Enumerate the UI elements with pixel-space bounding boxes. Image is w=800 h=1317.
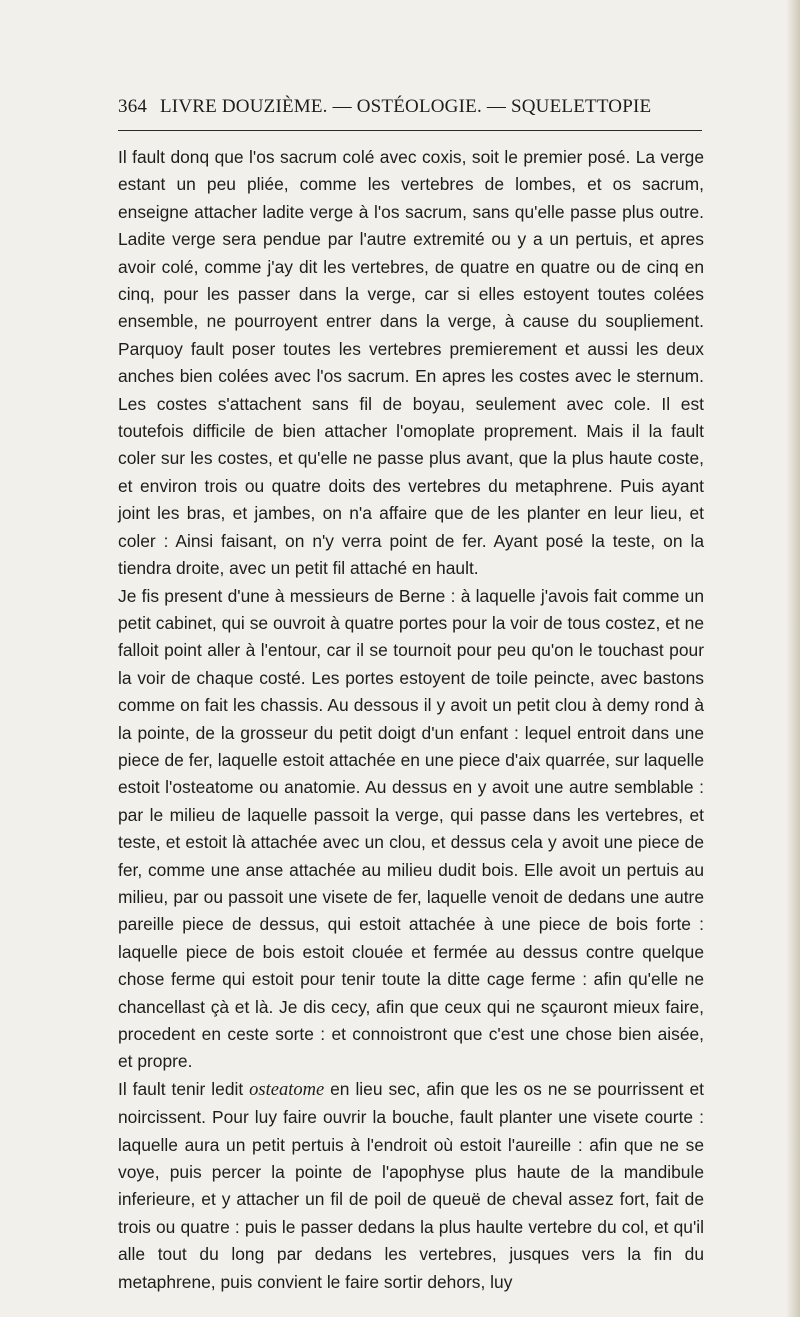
header-rule bbox=[118, 130, 702, 131]
paragraph-3-rest: en lieu sec, afin que les os ne se pourrissent et noircissent. Pour luy faire ouvrir la bouche, fault planter une visete courte : laquelle aura un petit pertuis à l'endroit où estoit l'aureille : afin que ne se voye, puis percer la pointe de l'apophyse plus haute de la mandibule inferieure, et y attacher un fil de poil de queuë de cheval assez fort, fait de trois ou quatre : puis le passer dedans la plus haulte vertebre du col, et qu'il alle tout du long par dedans les vertebres, jusques vers la fin du metaphrene, puis convient le faire sortir dehors, luy bbox=[118, 1078, 704, 1292]
body-text bbox=[118, 144, 704, 1296]
paragraph-3 bbox=[118, 1076, 704, 1296]
running-header bbox=[118, 96, 704, 124]
page-number: 364 bbox=[118, 96, 148, 117]
italic-term-osteatome: osteatome bbox=[249, 1079, 325, 1100]
page-edge-shadow bbox=[786, 0, 800, 1317]
paragraph-3-start: Il fault tenir ledit bbox=[118, 1078, 250, 1099]
paragraph-1: Il fault donq que l'os sacrum colé avec coxis, soit le premier posé. La verge estant un peu pliée, comme les vertebres de lombes, et os sacrum, enseigne attacher ladite verge à l'os sacrum, sans qu'elle passe plus outre. Ladite verge sera pendue par l'autre extremité ou y a un pertuis, et apres avoir colé, comme j'ay dit les vertebres, de quatre en quatre ou de cinq en cinq, pour les passer dans la verge, car si elles estoyent toutes colées ensemble, ne pourroyent entrer dans la verge, à cause du soupliement. Parquoy fault poser toutes les vertebres premierement et aussi les deux anches bien colées avec l'os sacrum. En apres les costes avec le sternum. Les costes s'attachent sans fil de boyau, seulement avec cole. Il est toutefois difficile de bien attacher l'omoplate proprement. Mais il la fault coler sur les costes, et qu'elle ne passe plus avant, que la plus haute coste, et environ trois ou quatre doits des vertebres du metaphrene. Puis ayant joint les bras, et jambes, on n'a affaire que de les planter en leur lieu, et coler : Ainsi faisant, on n'y verra point de fer. Ayant posé la teste, on la tiendra droite, avec un petit fil attaché en hault. bbox=[118, 147, 704, 579]
paragraph-2: Je fis present d'une à messieurs de Berne : à laquelle j'avois fait comme un petit cabinet, qui se ouvroit à quatre portes pour la voir de tous costez, et ne falloit point aller à l'entour, car il se tournoit pour peu qu'on le touchast pour la voir de chaque costé. Les portes estoyent de toile peincte, avec bastons comme on fait les chassis. Au dessous il y avoit un petit clou à demy rond à la pointe, de la grosseur du petit doigt d'un enfant : lequel entroit dans une piece de fer, laquelle estoit attachée en une piece d'aix quarrée, sur laquelle estoit l'osteatome ou anatomie. Au dessus en y avoit une autre semblable : par le milieu de laquelle passoit la verge, qui passe dans les vertebres, et teste, et estoit là attachée avec un clou, et dessus cela y avoit une piece de fer, comme une anse attachée au milieu dudit bois. Elle avoit un pertuis au milieu, par ou passoit une visete de fer, laquelle venoit de dedans une autre pareille piece de dessus, qui estoit attachée à une piece de bois forte : laquelle piece de bois estoit clouée et fermée au dessus contre quelque chose ferme qui estoit pour tenir toute la ditte cage ferme : afin qu'elle ne chancellast çà et là. Je dis cecy, afin que ceux qui ne sçauront mieux faire, procedent en ceste sorte : et connoistront que c'est une chose bien aisée, et propre. bbox=[118, 585, 704, 1072]
running-title: LIVRE DOUZIÈME. — OSTÉOLOGIE. — SQUELETTOPIE bbox=[160, 96, 652, 117]
